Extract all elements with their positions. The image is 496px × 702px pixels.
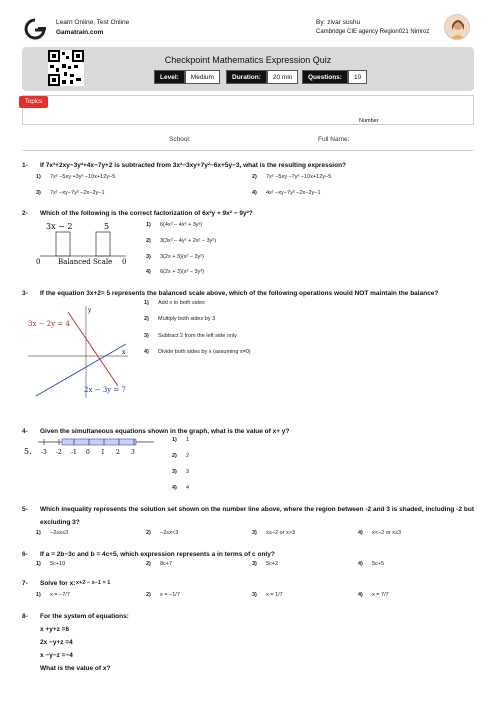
q7-option-2-text: x = −1/7 [160, 592, 180, 598]
q7-option-4-text: x = 7/7 [372, 592, 389, 598]
x-axis-label: x [122, 349, 126, 356]
scale-zero-right: 0 [122, 258, 127, 266]
q6-option-4[interactable] [358, 561, 384, 567]
q5-text: Which inequality represents the solution set shown on the number line above, where the region between -2 and 3 is shaded, including -2 but excluding 3? [40, 506, 474, 526]
q3-option-4-label: 4) [144, 349, 149, 355]
number-line-tick-label: 2 [116, 449, 120, 456]
q3-text: If the equation 3x+2= 5 represents the balanced scale above, which of the following operations would NOT maintain the balance? [40, 290, 439, 297]
scale-left-label: 3x − 2 [46, 222, 73, 231]
q1-number: 1- [22, 162, 28, 169]
q5-option-4-label: 4) [358, 530, 363, 536]
q2-option-2[interactable] [146, 238, 216, 244]
q5-option-3-text: x≤−2 or x>3 [266, 530, 296, 536]
q4-option-3[interactable] [172, 469, 189, 475]
questions-label: Questions: [302, 70, 348, 84]
number-line-tick-label: 3 [131, 449, 135, 456]
q4-option-1-label: 1) [172, 437, 177, 443]
q2-option-4[interactable] [146, 269, 204, 275]
q7-option-3-text: x = 1/7 [266, 592, 283, 598]
topics-box [22, 95, 474, 125]
q5-option-1[interactable] [36, 530, 68, 536]
q3-option-4-text: Divide both sides by x (assuming x≠0) [158, 349, 251, 355]
duration-label: Duration: [226, 70, 267, 84]
q6-option-1-label: 1) [36, 561, 41, 567]
q8-eq-2: 2x −y+z =4 [40, 639, 73, 646]
q8-question: What is the value of x? [40, 665, 111, 672]
q3-option-3[interactable] [144, 333, 237, 339]
q2-number: 2- [22, 210, 28, 217]
q1-option-3-text: 7x² −xy−7y² −2x−2y−1 [50, 190, 105, 196]
q1-option-2[interactable] [252, 174, 331, 180]
q5-option-2-text: −2≤x<3 [160, 530, 179, 536]
duration-meta [226, 70, 298, 84]
q7-option-3[interactable] [252, 592, 283, 598]
quiz-title: Checkpoint Mathematics Expression Quiz [164, 55, 332, 65]
y-axis-label: y [88, 307, 92, 314]
q2-option-4-text: 6(2x + 3)(x² − 3y²) [160, 269, 205, 275]
scale-right-label: 5 [104, 222, 110, 231]
number-line [22, 436, 162, 458]
tagline: Learn Online, Test Online [56, 19, 130, 26]
q6-option-1-text: 5c+10 [50, 561, 66, 567]
q3-option-2-text: Multiply both sides by 3 [158, 316, 216, 322]
avatar [444, 14, 470, 40]
q5-option-1-label: 1) [36, 530, 41, 536]
q1-option-3-label: 3) [36, 190, 41, 196]
q8-text: For the system of equations: [40, 613, 129, 620]
q7-option-1-label: 1) [36, 592, 41, 598]
q4-option-4[interactable] [172, 485, 189, 491]
number-label: Number [359, 118, 379, 124]
topics-badge: Topics [19, 96, 48, 108]
fullname-field[interactable]: Full Name: [318, 136, 350, 143]
q2-option-1-label: 1) [146, 222, 151, 228]
questions-value: 10 [348, 70, 367, 84]
number-line-prefix: 5. [24, 447, 32, 456]
q1-option-4-text: 4x² −xy−7y² −2x−2y−1 [266, 190, 321, 196]
q2-option-3[interactable] [146, 254, 204, 260]
q4-option-2[interactable] [172, 453, 189, 459]
q3-option-4[interactable] [144, 349, 251, 355]
q5-option-3[interactable] [252, 530, 295, 536]
shaded-region [62, 439, 136, 445]
q1-option-1[interactable] [36, 174, 115, 180]
quiz-banner [22, 47, 474, 91]
q1-text: If 7x²+2xy−3y²+4x−7y+2 is subtracted from 3x²−3xy+7y²−6x+5y−3, what is the resulting expression? [40, 162, 347, 169]
q3-option-3-text: Subtract 2 from the left side only [158, 333, 237, 339]
q2-option-3-label: 3) [146, 254, 151, 260]
q4-option-1[interactable] [172, 437, 189, 443]
q4-option-2-text: 2 [186, 453, 190, 459]
q8-number: 8- [22, 613, 28, 620]
q6-option-2-label: 2) [146, 561, 151, 567]
q6-option-2[interactable] [146, 561, 172, 567]
q7-text: Solve for x: [40, 580, 76, 587]
number-line-tick-label: -3 [41, 449, 47, 456]
q7-option-1[interactable] [36, 592, 70, 598]
q7-option-3-label: 3) [252, 592, 257, 598]
q6-text: If a = 2b−3c and b = 4c+5, which expression represents a in terms of c only? [40, 551, 275, 558]
header [22, 14, 474, 44]
q2-option-4-label: 4) [146, 269, 151, 275]
q6-option-3-text: 5c+2 [266, 561, 279, 567]
number-line-tick-label: -2 [56, 449, 62, 456]
q6-option-3-label: 3) [252, 561, 257, 567]
q1-option-4[interactable] [252, 190, 321, 196]
q5-option-2-label: 2) [146, 530, 151, 536]
q5-option-4-text: x<−2 or x≥3 [372, 530, 402, 536]
q2-option-1[interactable] [146, 222, 202, 228]
q3-option-2[interactable] [144, 316, 215, 322]
scale-right-pan [96, 232, 110, 256]
scale-caption: Balanced Scale [58, 258, 113, 266]
site-name[interactable]: Gamatrain.com [56, 29, 104, 36]
balance-scale-figure [36, 220, 132, 266]
q1-option-1-label: 1) [36, 174, 41, 180]
level-label: Level: [154, 70, 185, 84]
q7-option-2-label: 2) [146, 592, 151, 598]
q4-option-3-label: 3) [172, 469, 177, 475]
q4-option-3-text: 3 [186, 469, 190, 475]
q1-option-4-label: 4) [252, 190, 257, 196]
q8-eq-1: x +y+z =6 [40, 626, 70, 633]
simultaneous-graph [26, 300, 130, 400]
number-line-tick-label: 1 [101, 449, 105, 456]
q3-option-1-label: 1) [144, 300, 149, 306]
gamatrain-logo-icon [22, 18, 48, 40]
q5-option-2[interactable] [146, 530, 178, 536]
line-2-label: 2x − 3y = 7 [84, 386, 126, 394]
q1-option-2-text: 7x² −5xy −7y² −10x+12y−5 [266, 174, 332, 180]
q1-option-3[interactable] [36, 190, 105, 196]
number-line-tick-label: 0 [86, 449, 90, 456]
q6-option-4-text: 5c+5 [372, 561, 385, 567]
q4-text: Given the simultaneous equations shown in the graph, what is the value of x+ y? [40, 428, 290, 435]
q5-option-1-text: −2≤x≤3 [50, 530, 69, 536]
q6-number: 6- [22, 551, 28, 558]
agency: Cambridge CIE agency Region021 Nimroz [316, 29, 430, 35]
level-value: Medium [185, 70, 220, 84]
q7-option-1-text: x = −7/7 [50, 592, 70, 598]
q4-option-4-text: 4 [186, 485, 190, 491]
q8-eq-3: x −y−z =−4 [40, 652, 73, 659]
scale-zero-left: 0 [36, 258, 41, 266]
questions-meta [302, 70, 367, 84]
q7-option-4-label: 4) [358, 592, 363, 598]
q3-option-3-label: 3) [144, 333, 149, 339]
q7-equation: x+2 − x−1 = 1 [76, 580, 111, 586]
q5-option-3-label: 3) [252, 530, 257, 536]
q7-option-2[interactable] [146, 592, 180, 598]
q4-number: 4- [22, 428, 28, 435]
q2-option-3-text: 3(2x + 3)(x² − 3y²) [160, 254, 205, 260]
divider [22, 150, 474, 151]
q1-option-2-label: 2) [252, 174, 257, 180]
q4-option-4-label: 4) [172, 485, 177, 491]
duration-value: 20 min [267, 70, 299, 84]
level-meta [154, 70, 220, 84]
scale-left-pan [56, 232, 70, 256]
q3-option-1[interactable] [144, 300, 205, 306]
q3-option-1-text: Add x to both sides [158, 300, 205, 306]
q1-option-1-text: 7x² −5xy +3y² −10x+12y−5 [50, 174, 116, 180]
q2-option-1-text: 6(4x² − 4x³ + 3y²) [160, 222, 203, 228]
author: By: zivar sushu [316, 19, 361, 26]
q6-option-4-label: 4) [358, 561, 363, 567]
number-line-tick-label: -1 [71, 449, 77, 456]
line-1-label: 3x − 2y = 4 [28, 320, 70, 328]
line-1 [68, 312, 118, 386]
q2-text: Which of the following is the correct factorization of 6x²y + 9x² − 9y²? [40, 210, 253, 217]
q2-option-2-text: 3(3x² − 4y² + 2x² − 3y²) [160, 238, 217, 244]
q6-option-3[interactable] [252, 561, 278, 567]
q3-number: 3- [22, 290, 28, 297]
q5-option-4[interactable] [358, 530, 401, 536]
q7-number: 7- [22, 580, 28, 587]
q6-option-1[interactable] [36, 561, 65, 567]
q2-option-2-label: 2) [146, 238, 151, 244]
q4-option-1-text: 1 [186, 437, 190, 443]
q4-option-2-label: 2) [172, 453, 177, 459]
q3-option-2-label: 2) [144, 316, 149, 322]
q7-option-4[interactable] [358, 592, 389, 598]
school-field[interactable]: School: [169, 136, 191, 143]
q6-option-2-text: 8c+7 [160, 561, 173, 567]
q5-number: 5- [22, 506, 28, 513]
